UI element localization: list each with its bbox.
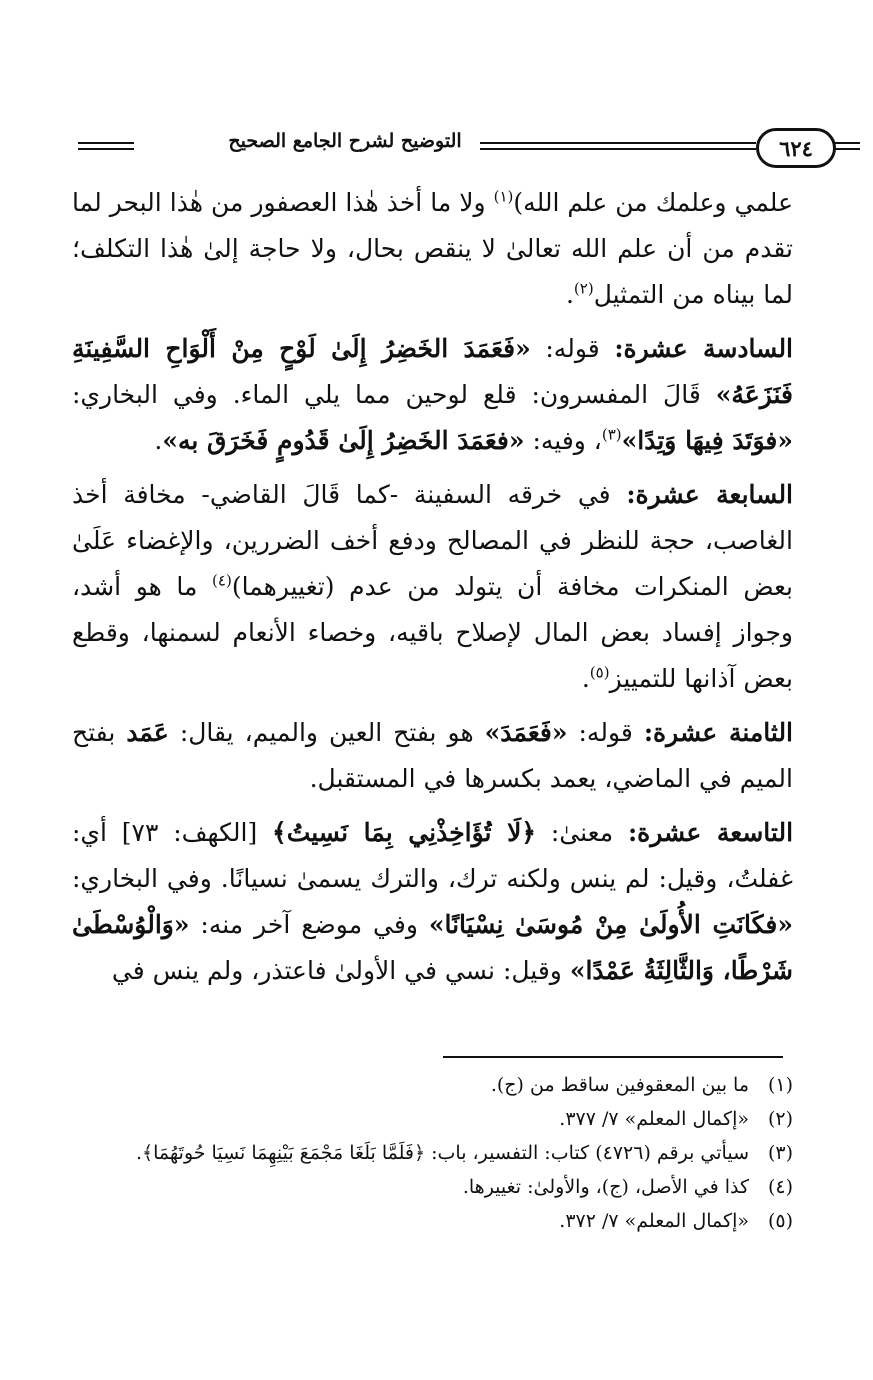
- footnotes: [72, 1068, 793, 1238]
- quotation: عَمَد: [126, 718, 169, 747]
- paragraph-text: ، وفيه:: [524, 426, 602, 455]
- footnote-divider: [443, 1056, 783, 1058]
- footnote-number: (٥): [767, 1210, 793, 1232]
- footnote-number: (١): [767, 1074, 793, 1096]
- paragraph-text: [الكهف: ٧٣] أي: غفلتُ، وقيل: لم ينس ولكنه ترك، والترك يسمىٰ نسيانًا. وفي البخاري:: [72, 818, 793, 893]
- footnote: [72, 1204, 793, 1238]
- header-rule-middle: [480, 148, 756, 150]
- quotation: «فعَمَدَ الخَضِرُ إِلَىٰ قَدُومٍ فَخَرَقَ به»: [162, 426, 525, 455]
- footnote-text: كذا في الأصل، (ج)، والأولىٰ: تغييرها.: [462, 1176, 749, 1198]
- paragraph-text: علمي وعلمك من علم الله): [513, 188, 793, 217]
- footnote: [72, 1102, 793, 1136]
- page-number-text: ٦٢٤: [779, 135, 813, 161]
- footnote-ref: (١): [493, 187, 514, 206]
- footnote-number: (٢): [767, 1108, 793, 1130]
- footnote-text: سيأتي برقم (٤٧٢٦) كتاب: التفسير، باب: ﴿فَلَمَّا بَلَغَا مَجْمَعَ بَيْنِهِمَا نَسِيَا حُوتَهُمَا﴾.: [135, 1142, 749, 1164]
- quotation: «فَعَمَدَ»: [484, 718, 568, 747]
- footnote-number: (٤): [767, 1176, 793, 1198]
- footnote-text: «إكمال المعلم» ٧/ ٣٧٧.: [559, 1108, 749, 1130]
- footnote-ref: (٥): [589, 663, 610, 682]
- paragraph-text: وقيل: نسي في الأولىٰ فاعتذر، ولم ينس في: [111, 956, 570, 985]
- footnote-ref: (٤): [212, 571, 232, 590]
- paragraph-text: بفتح الميم في الماضي، يعمد بكسرها في المستقبل.: [72, 718, 793, 793]
- footnote: [72, 1068, 793, 1102]
- section-lead: الثامنة عشرة:: [643, 718, 794, 747]
- running-title: التوضيح لشرح الجامع الصحيح: [228, 130, 462, 152]
- quran-quote: ﴿لَا تُؤَاخِذْنِي بِمَا نَسِيتُ﴾: [272, 818, 536, 847]
- quotation: «وَالْوُسْطَىٰ شَرْطًا، وَالثَّالِثَةُ عَمْدًا»: [72, 910, 793, 985]
- paragraph-text: هو بفتح العين والميم، يقال:: [168, 718, 485, 747]
- footnote-ref: (٣): [601, 425, 622, 444]
- paragraph: [72, 710, 793, 802]
- paragraph-text: ما هو أشد، وجواز إفساد بعض المال لإصلاح باقيه، وخصاء الأنعام لسمنها، وقطع بعض آذانها للتمييز: [72, 572, 793, 693]
- paragraph-text: قَالَ المفسرون: قلع لوحين مما يلي الماء. وفي البخاري:: [72, 380, 716, 409]
- paragraph-text: .: [581, 664, 590, 693]
- header-rule-middle: [480, 142, 756, 144]
- running-header: [70, 128, 813, 168]
- footnote-text: «إكمال المعلم» ٧/ ٣٧٢.: [559, 1210, 749, 1232]
- paragraph-text: قوله:: [530, 334, 615, 363]
- footnote: [72, 1170, 793, 1204]
- paragraph-text: ولا ما أخذ هٰذا العصفور من هٰذا البحر لما تقدم من أن علم الله تعالىٰ لا ينقص بحال، ولا حاجة إلىٰ هٰذا التكلف؛ لما بيناه من التمثيل: [72, 188, 793, 309]
- quotation: «فكَانَتِ الأُولَىٰ مِنْ مُوسَىٰ نِسْيَانًا»: [428, 910, 794, 939]
- footnote-ref: (٢): [573, 279, 594, 298]
- paragraph-text: .: [154, 426, 163, 455]
- section-lead: السادسة عشرة:: [614, 334, 794, 363]
- section-lead: السابعة عشرة:: [626, 480, 794, 509]
- page-number: [756, 128, 836, 168]
- paragraph-text: في خرقه السفينة -كما قَالَ القاضي- مخافة أخذ الغاصب، حجة للنظر في المصالح ودفع أخف الضررين، والإغضاء عَلَىٰ بعض المنكرات مخافة أن يتولد من عدم (تغييرهما): [72, 480, 793, 601]
- paragraph-text: .: [565, 280, 574, 309]
- paragraph: [72, 810, 793, 994]
- quotation: «فَعَمَدَ الخَضِرُ إِلَىٰ لَوْحٍ مِنْ أَلْوَاحِ السَّفِينَةِ فَنَزَعَهُ»: [72, 334, 793, 409]
- paragraph: [72, 326, 793, 464]
- paragraph-text: قوله:: [567, 718, 644, 747]
- paragraph-text: وفي موضع آخر منه:: [189, 910, 429, 939]
- paragraph-text: معنىٰ:: [535, 818, 628, 847]
- section-lead: التاسعة عشرة:: [627, 818, 794, 847]
- footnote-text: ما بين المعقوفين ساقط من (ج).: [490, 1074, 749, 1096]
- footnote-number: (٣): [767, 1142, 793, 1164]
- header-rule-left: [78, 142, 134, 144]
- paragraph: [72, 180, 793, 318]
- quotation: «فوَتَدَ فِيهَا وَتِدًا»: [621, 426, 793, 455]
- header-rule-left: [78, 148, 134, 150]
- paragraph: [72, 472, 793, 702]
- footnote: [72, 1136, 793, 1170]
- main-text: [72, 180, 793, 1002]
